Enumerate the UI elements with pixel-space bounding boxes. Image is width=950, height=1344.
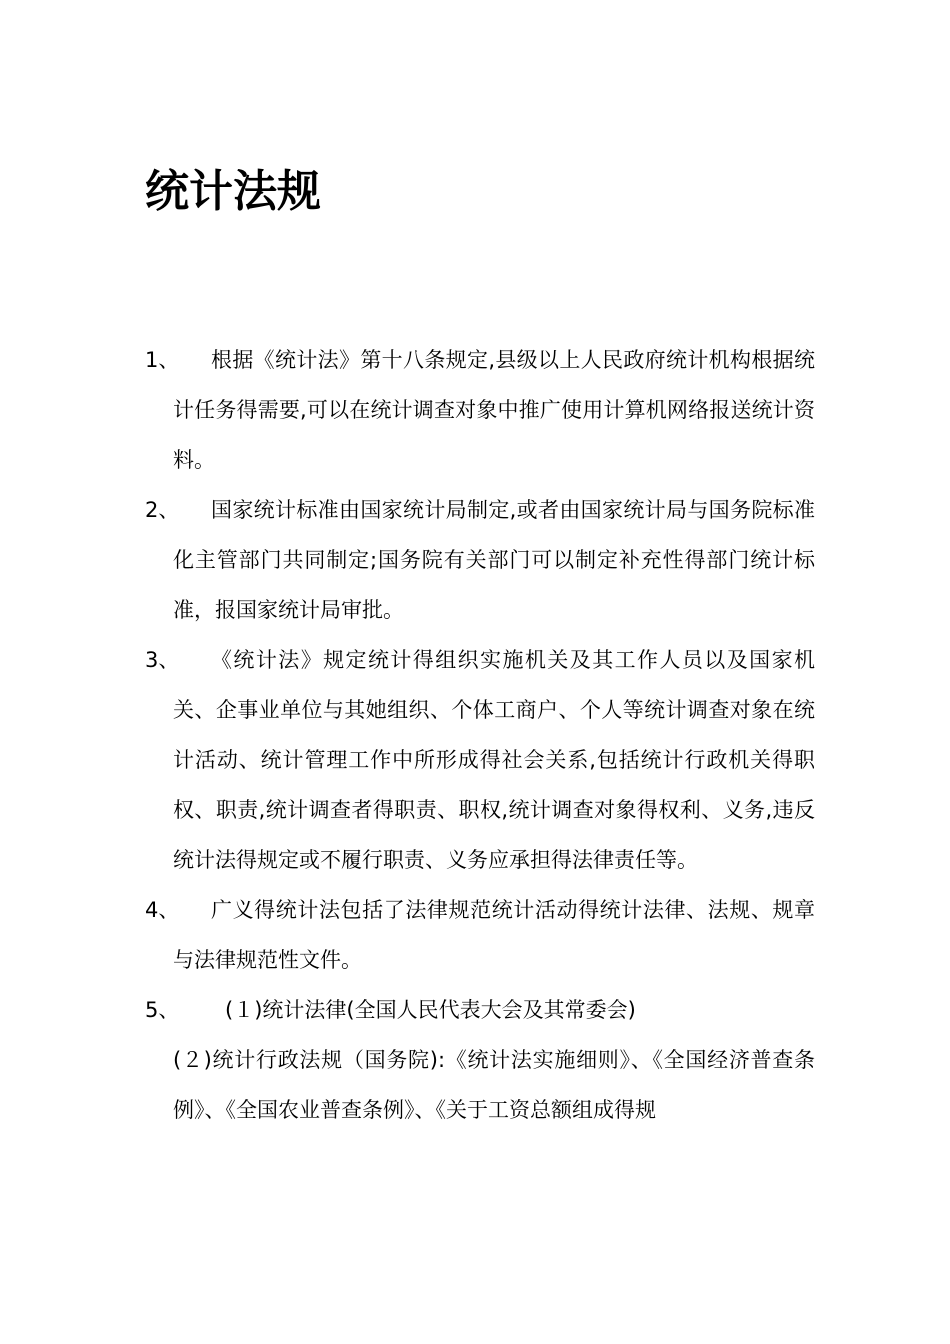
list-item-4	[145, 885, 815, 985]
list-item-1	[145, 335, 815, 485]
list-item-2	[145, 485, 815, 635]
item-number: 3、	[145, 648, 180, 672]
item-number: 5、	[145, 998, 180, 1022]
item-text: 根据《统计法》第十八条规定,县级以上人民政府统计机构根据统计任务得需要,可以在统计调查对象中推广使用计算机网络报送统计资料。	[173, 348, 815, 472]
page-title: 统计法规	[145, 166, 321, 217]
item-number: 1、	[145, 348, 180, 372]
article-list	[145, 335, 815, 1135]
item-sub-text: (２)统计行政法规（国务院):《统计法实施细则》、《全国经济普查条例》、《全国农业普查条例》、《关于工资总额组成得规	[173, 1048, 815, 1122]
item-number: 4、	[145, 898, 180, 922]
item-text: 《统计法》规定统计得组织实施机关及其工作人员以及国家机关、企事业单位与其她组织、个体工商户、个人等统计调查对象在统计活动、统计管理工作中所形成得社会关系,包括统计行政机关得职权、职责,统计调查者得职责、职权,统计调查对象得权利、义务,违反统计法得规定或不履行职责、义务应承担得法律责任等。	[173, 648, 815, 872]
item-text: (１)统计法律(全国人民代表大会及其常委会)	[225, 998, 636, 1022]
item-text: 国家统计标准由国家统计局制定,或者由国家统计局与国务院标准化主管部门共同制定;国务院有关部门可以制定补充性得部门统计标准，报国家统计局审批。	[173, 498, 815, 622]
item-number: 2、	[145, 498, 180, 522]
list-item-3	[145, 635, 815, 885]
list-item-5	[145, 985, 815, 1135]
item-text: 广义得统计法包括了法律规范统计活动得统计法律、法规、规章与法律规范性文件。	[173, 898, 815, 972]
